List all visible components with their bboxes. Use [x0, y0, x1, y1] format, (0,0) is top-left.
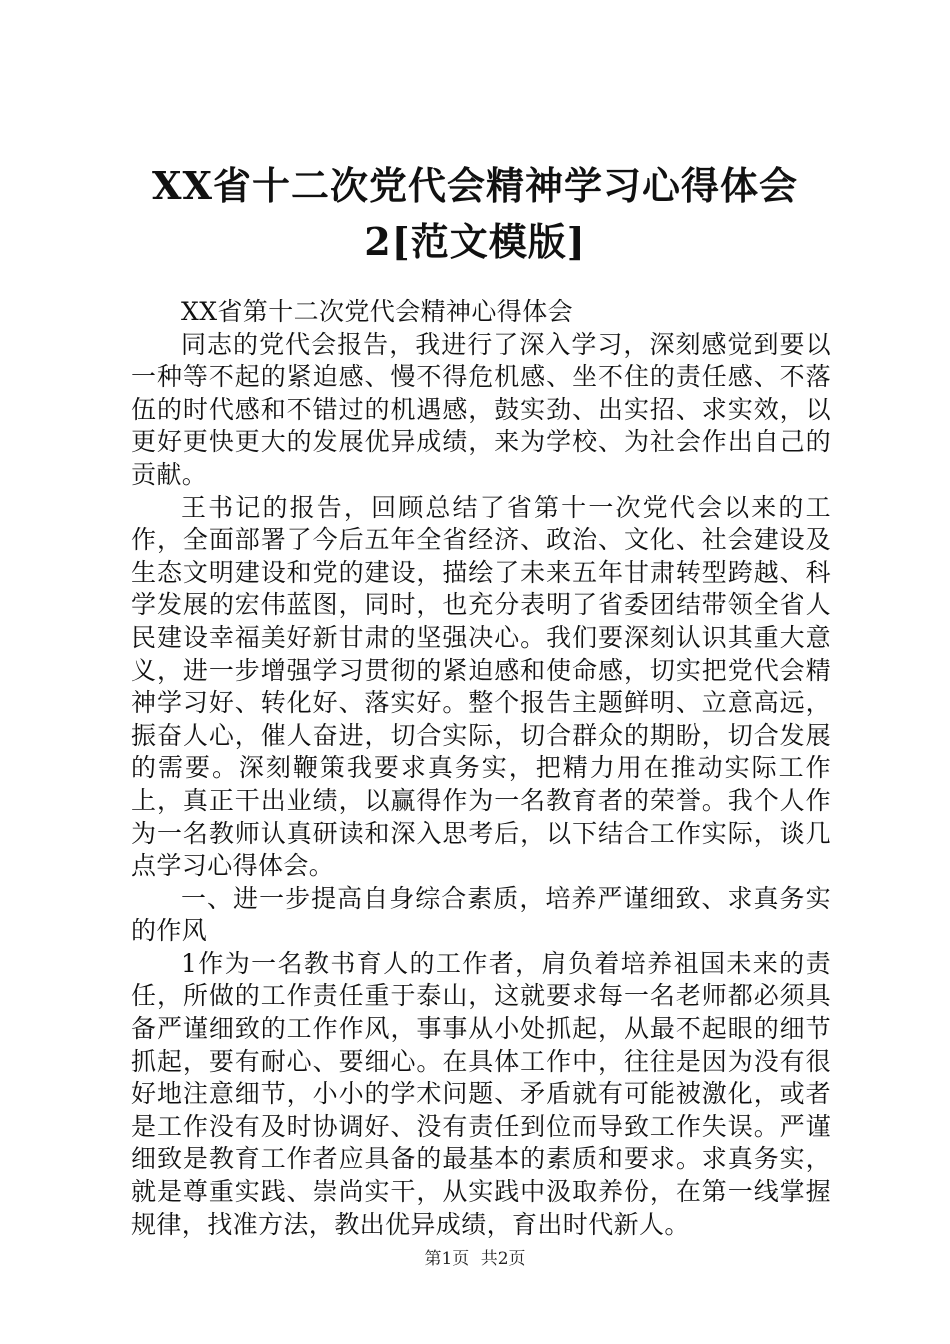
page-footer: [0, 1244, 950, 1269]
paragraph: 王书记的报告，回顾总结了省第十一次党代会以来的工作，全面部署了今后五年全省经济、政治、文化、社会建设及生态文明建设和党的建设，描绘了未来五年甘肃转型跨越、科学发展的宏伟蓝图，同时，也充分表明了省委团结带领全省人民建设幸福美好新甘肃的坚强决心。我们要深刻认识其重大意义，进一步增强学习贯彻的紧迫感和使命感，切实把党代会精神学习好、转化好、落实好。整个报告主题鲜明、立意高远，振奋人心，催人奋进，切合实际，切合群众的期盼，切合发展的需要。深刻鞭策我要求真务实，把精力用在推动实际工作上，真正干出业绩，以赢得作为一名教育者的荣誉。我个人作为一名教师认真研读和深入思考后，以下结合工作实际，谈几点学习心得体会。: [131, 492, 831, 881]
section-heading: 一、进一步提高自身综合素质，培养严谨细致、求真务实的作风: [131, 883, 831, 946]
page-total: 共2页: [480, 1249, 526, 1269]
paragraph: 1作为一名教书育人的工作者，肩负着培养祖国未来的责任，所做的工作责任重于泰山，这就要求每一名老师都必须具备严谨细致的工作作风，事事从小处抓起，从最不起眼的细节抓起，要有耐心、要细心。在具体工作中，往往是因为没有很好地注意细节，小小的学术问题、矛盾就有可能被激化，或者是工作没有及时协调好、没有责任到位而导致工作失误。严谨细致是教育工作者应具备的最基本的素质和要求。求真务实，就是尊重实践、崇尚实干，从实践中汲取养份，在第一线掌握规律，找准方法，教出优异成绩，育出时代新人。: [131, 948, 831, 1239]
document-body: [131, 296, 831, 1241]
paragraph-subtitle: XX省第十二次党代会精神心得体会: [181, 297, 573, 326]
page-number: 第1页: [424, 1249, 470, 1269]
paragraph: 同志的党代会报告，我进行了深入学习，深刻感觉到要以一种等不起的紧迫感、慢不得危机感、坐不住的责任感、不落伍的时代感和不错过的机遇感，鼓实劲、出实招、求实效，以更好更快更大的发展优异成绩，来为学校、为社会作出自己的贡献。: [131, 329, 831, 489]
document-title: XX省十二次党代会精神学习心得体会2[范文模版]: [152, 163, 798, 264]
